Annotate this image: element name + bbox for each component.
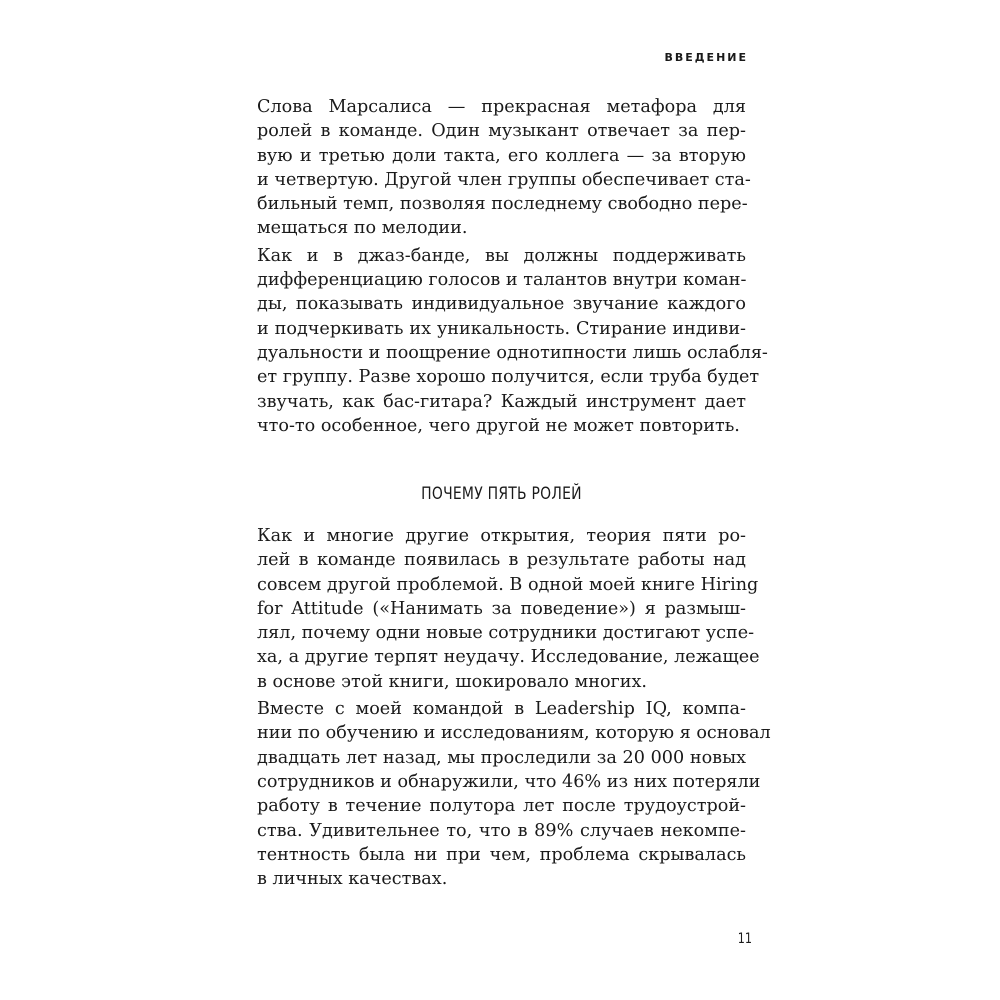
paragraph: [257, 524, 760, 694]
paragraph: [257, 244, 768, 438]
text-line: тентность была ни при чем, проблема скрывалась: [257, 844, 746, 865]
section-heading: ПОЧЕМУ ПЯТЬ РОЛЕЙ: [421, 484, 582, 504]
text-line: дифференциацию голосов и талантов внутри коман-: [257, 270, 747, 291]
text-line: сотрудников и обнаружили, что 46% из них потеряли: [257, 771, 761, 792]
text-line: и подчеркивать их уникальность. Стирание индиви-: [257, 318, 746, 339]
text-line: работу в течение полутора лет после трудоустрой-: [257, 796, 746, 817]
text-line: бильный темп, позволяя последнему свободно пере-: [257, 194, 748, 215]
text-line: Вместе с моей командой в Leadership IQ, компа-: [257, 699, 746, 720]
text-block-after-heading: [257, 524, 771, 891]
text-line: лял, почему одни новые сотрудники достигают успе-: [257, 623, 755, 644]
text-line: и четвертую. Другой член группы обеспечивает ста-: [257, 169, 751, 190]
text-line: совсем другой проблемой. В одной моей книге Hiring: [257, 574, 759, 595]
text-line: ды, показывать индивидуальное звучание каждого: [257, 294, 746, 315]
page-number: 11: [737, 931, 753, 947]
text-line: нии по обучению и исследованиям, которую я основал: [257, 723, 771, 744]
text-line: звучать, как бас-гитара? Каждый инструмент дает: [257, 391, 746, 412]
text-block-before-heading: [257, 95, 768, 438]
paragraph: [257, 95, 751, 241]
text-line: ства. Удивительнее то, что в 89% случаев некомпе-: [257, 820, 746, 841]
text-line: ролей в команде. Один музыкант отвечает за пер-: [257, 121, 746, 142]
text-line: вую и третью доли такта, его коллега — за вторую: [257, 145, 746, 166]
paragraph: [257, 697, 771, 891]
text-line: for Attitude («Нанимать за поведение») я размыш-: [257, 598, 746, 619]
text-line: дуальности и поощрение однотипности лишь ослабля-: [257, 342, 768, 363]
text-line: ха, а другие терпят неудачу. Исследование, лежащее: [257, 647, 760, 668]
text-line: Как и в джаз-банде, вы должны поддерживать: [257, 245, 746, 266]
text-line: в личных качествах.: [257, 869, 448, 890]
text-line: Слова Марсалиса — прекрасная метафора для: [257, 97, 746, 117]
text-line: Как и многие другие открытия, теория пяти ро-: [257, 526, 746, 546]
text-line: ет группу. Разве хорошо получится, если труба будет: [257, 367, 760, 388]
text-line: что-то особенное, чего другой не может повторить.: [257, 415, 740, 436]
text-line: лей в команде появилась в результате работы над: [257, 550, 746, 571]
text-line: двадцать лет назад, мы проследили за 20 000 новых: [257, 747, 746, 768]
text-line: мещаться по мелодии.: [257, 218, 468, 239]
running-head: ВВЕДЕНИЕ: [664, 51, 748, 64]
text-line: в основе этой книги, шокировало многих.: [257, 671, 647, 692]
